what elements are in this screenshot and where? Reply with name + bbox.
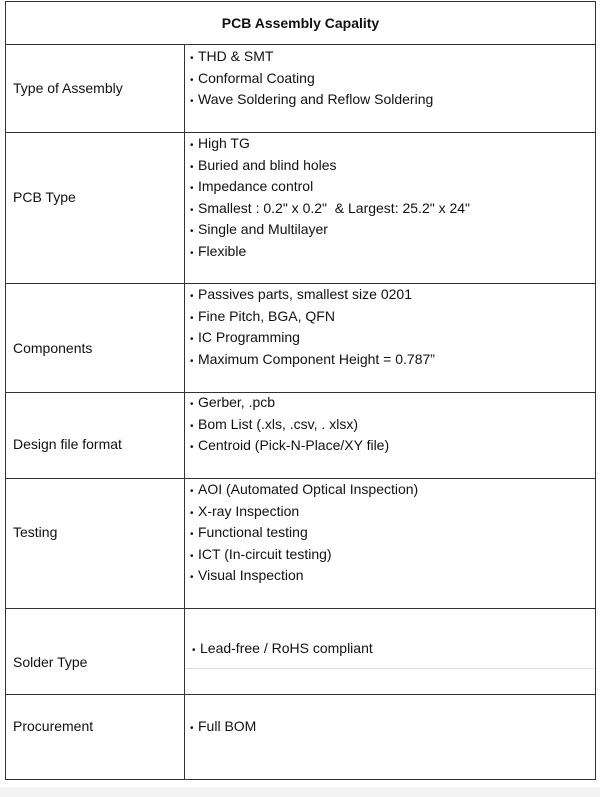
list-item: • Maximum Component Height = 0.787” [190,349,435,371]
list-design-file-format [190,392,389,457]
column-divider [184,45,185,780]
list-item: • Functional testing [190,522,418,544]
list-pcb-type [190,133,470,262]
row-label-solder-type: Solder Type [13,654,88,670]
list-item: • THD & SMT [190,46,433,68]
list-components [190,284,435,370]
list-item: • Fine Pitch, BGA, QFN [190,306,435,328]
cell-inner-divider [186,668,594,669]
row-divider [6,694,595,695]
list-item: • High TG [190,133,470,155]
list-item: • X-ray Inspection [190,501,418,523]
row-label-procurement: Procurement [13,718,94,734]
row-label-type-of-assembly: Type of Assembly [13,80,123,96]
list-item: • IC Programming [190,327,435,349]
list-solder-type [192,638,373,660]
list-item: • Smallest : 0.2" x 0.2" & Largest: 25.2" x 24" [190,198,470,220]
list-item: • AOI (Automated Optical Inspection) [190,479,418,501]
list-item: • Passives parts, smallest size 0201 [190,284,435,306]
table-title: PCB Assembly Capality [6,2,595,45]
list-item: • Full BOM [190,716,256,738]
list-item: • Centroid (Pick-N-Place/XY file) [190,435,389,457]
list-type-of-assembly [190,46,433,111]
list-item: • Impedance control [190,176,470,198]
row-label-components: Components [13,340,93,356]
list-item: • Visual Inspection [190,565,418,587]
list-item: • ICT (In-circuit testing) [190,544,418,566]
list-item: • Lead-free / RoHS compliant [192,638,373,660]
list-item: • Gerber, .pcb [190,392,389,414]
list-item: • Bom List (.xls, .csv, . xlsx) [190,414,389,436]
row-label-testing: Testing [13,524,58,540]
capability-table [5,1,596,780]
list-item: • Buried and blind holes [190,155,470,177]
row-label-design-file-format: Design file format [13,436,122,452]
row-label-pcb-type: PCB Type [13,189,76,205]
list-item: • Conformal Coating [190,68,433,90]
list-testing [190,479,418,587]
row-divider [6,608,595,609]
list-item: • Wave Soldering and Reflow Soldering [190,89,433,111]
list-procurement [190,716,256,738]
list-item: • Flexible [190,241,470,263]
list-item: • Single and Multilayer [190,219,470,241]
